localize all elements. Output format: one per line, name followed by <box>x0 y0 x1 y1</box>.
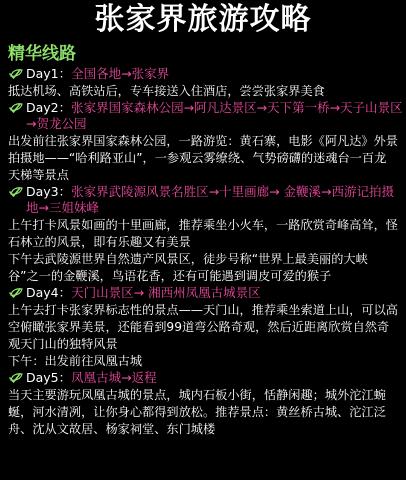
day-1-para-1: 抵达机场、高铁站后，专车接送入住酒店，尝尝张家界美食 <box>8 84 325 98</box>
check-leaf-icon <box>8 66 26 82</box>
day-3-label: Day3： <box>26 184 72 199</box>
day-1-route: 全国各地→张家界 <box>71 66 170 81</box>
day-2-route: 张家界国家森林公园→阿凡达景区→天下第一桥→天子山景区→贺龙公园 <box>26 100 403 131</box>
day-5 <box>0 370 406 438</box>
day-3-route: 张家界武陵源风景名胜区→十里画廊→ 金鞭溪→西游记拍摄地→三姐妹峰 <box>26 184 395 215</box>
day-4-route: 天门山景区→ 湘西州凤凰古城景区 <box>71 285 261 300</box>
day-5-header <box>8 370 406 386</box>
day-1 <box>0 66 406 100</box>
day-3-header <box>8 184 406 216</box>
day-2 <box>0 100 406 184</box>
check-leaf-icon <box>8 370 26 386</box>
day-3-para-1: 上午打卡风景如画的十里画廊，推荐乘坐小火车，一路欣赏奇峰高耸，怪石林立的风景，即有乐趣又有美景 <box>8 218 398 249</box>
day-2-para-1: 出发前往张家界国家森林公园，一路游览：黄石寨，电影《阿凡达》外景拍摄地——“哈利路亚山”，一参观云雾缭绕、气势磅礴的迷魂台一百龙天梯等景点 <box>8 134 398 182</box>
day-1-header <box>8 66 406 82</box>
check-leaf-icon <box>8 184 26 200</box>
day-3 <box>0 184 406 285</box>
day-3-body <box>8 217 398 285</box>
itinerary <box>0 66 406 438</box>
day-5-body <box>8 387 398 438</box>
day-2-label: Day2： <box>26 100 72 115</box>
day-2-body <box>8 133 398 184</box>
day-1-label: Day1： <box>26 66 72 81</box>
day-4-para-2: 下午：出发前往凤凰古城 <box>8 354 143 368</box>
day-3-para-2: 下午去武陵源世界自然遗产风景区，徒步号称“世界上最美丽的大峡谷”之一的金鞭溪，鸟语花香，还有可能遇到调皮可爱的猴子 <box>8 252 368 283</box>
check-leaf-icon <box>8 100 26 116</box>
day-5-para-1: 当天主要游玩凤凰古城的景点，城内石板小街，恬静闲趣；城外沱江蜿蜒，河水清冽，让你身心都得到放松。推荐景点：黄丝桥古城、沱江泛舟、沈从文故居、杨家祠堂、东门城楼 <box>8 388 386 436</box>
day-4-header <box>8 285 406 301</box>
day-4-body <box>8 302 398 370</box>
day-5-label: Day5： <box>26 370 72 385</box>
check-leaf-icon <box>8 285 26 301</box>
day-4 <box>0 285 406 370</box>
page-title: 张家界旅游攻略 <box>94 2 312 37</box>
day-1-body <box>8 83 398 100</box>
day-2-header <box>8 100 406 132</box>
day-5-route: 凤凰古城→返程 <box>71 370 157 385</box>
day-4-label: Day4： <box>26 285 72 300</box>
section-heading: 精华线路 <box>8 44 76 64</box>
day-4-para-1: 上午去打卡张家界标志性的景点——天门山，推荐乘坐索道上山，可以高空俯瞰张家界美景，还能看到99道弯公路奇观，然后近距离欣赏自然奇观天门山的独特风景 <box>8 303 398 351</box>
